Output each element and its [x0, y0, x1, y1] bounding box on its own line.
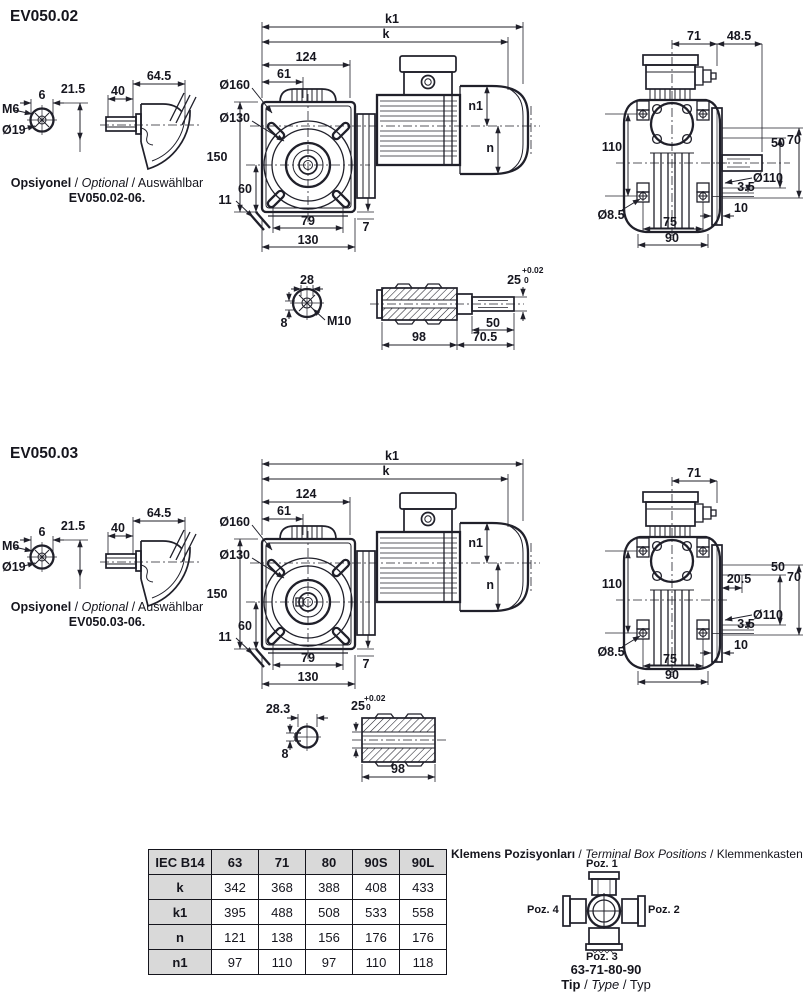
- optional-model-2: EV050.03-06.: [68, 615, 146, 629]
- front-view-drawing-2: [207, 449, 540, 689]
- dim-k: k: [382, 464, 390, 478]
- cell-n-63: 121: [212, 925, 259, 950]
- dim-75: 75: [663, 215, 677, 229]
- dim-m10: M10: [327, 314, 352, 328]
- caption-separator: /: [575, 847, 586, 861]
- optional-insert-drawing-1: [2, 69, 200, 169]
- cell-n-90l: 176: [400, 925, 447, 950]
- terminal-box-title: [451, 847, 803, 861]
- table-row-k1: [149, 900, 447, 925]
- dim-90: 90: [665, 668, 679, 682]
- caption-english: Optional: [81, 176, 129, 190]
- cell-n-90s: 176: [353, 925, 400, 950]
- dim-dia8-5: Ø8.5: [597, 645, 625, 659]
- cell-k1-63: 395: [212, 900, 259, 925]
- dim-k: k: [382, 27, 390, 41]
- cell-n-80: 156: [306, 925, 353, 950]
- dim-k1: k1: [385, 12, 399, 26]
- dim-25-tol-upper: +0.02: [364, 693, 386, 703]
- dim-40: 40: [111, 84, 125, 98]
- dim-64-5: 64.5: [146, 69, 172, 83]
- caption-english: Optional: [81, 600, 129, 614]
- dim-124: 124: [295, 50, 317, 64]
- cell-n-71: 138: [259, 925, 306, 950]
- cell-n1-90l: 118: [400, 950, 447, 975]
- dim-61: 61: [277, 67, 291, 81]
- col-header-63: 63: [212, 850, 259, 875]
- dimension-table: [148, 849, 447, 975]
- caption-turkish: Opsiyonel: [10, 600, 72, 614]
- dim-dia19: Ø19: [2, 123, 26, 137]
- dim-48-5: 48.5: [726, 29, 752, 43]
- dim-28: 28: [300, 273, 314, 287]
- cell-n1-90s: 110: [353, 950, 400, 975]
- cell-n1-63: 97: [212, 950, 259, 975]
- caption-separator: /: [580, 977, 592, 992]
- dim-7: 7: [362, 657, 370, 671]
- dim-dia160: Ø160: [219, 78, 250, 92]
- dim-64-5: 64.5: [146, 506, 172, 520]
- table-corner-cell: IEC B14: [149, 850, 212, 875]
- col-header-90l: 90L: [400, 850, 447, 875]
- dim-m6: M6: [2, 539, 20, 553]
- cell-k1-90l: 558: [400, 900, 447, 925]
- caption-separator: /: [128, 600, 138, 614]
- type-german: Typ: [629, 977, 651, 992]
- dim-50: 50: [771, 136, 785, 150]
- side-view-drawing-2: [597, 466, 803, 685]
- optional-model-1: EV050.02-06.: [68, 191, 146, 205]
- terminal-title-english: Terminal Box Positions: [585, 847, 707, 861]
- side-view-drawing-1: [597, 29, 803, 248]
- dim-60: 60: [238, 619, 252, 633]
- col-header-90s: 90S: [353, 850, 400, 875]
- dim-124: 124: [295, 487, 317, 501]
- optional-caption-1: [0, 176, 214, 190]
- dim-10: 10: [734, 638, 748, 652]
- terminal-title-german: Klemmenkasten: [716, 847, 803, 861]
- dim-dia8-5: Ø8.5: [597, 208, 625, 222]
- dim-n: n: [486, 578, 494, 592]
- cell-n1-80: 97: [306, 950, 353, 975]
- section-title-ev050-03: EV050.03: [10, 445, 79, 462]
- dim-dia110: Ø110: [753, 171, 783, 185]
- row-label-k1: k1: [149, 900, 212, 925]
- dim-dia130: Ø130: [219, 548, 250, 562]
- dim-98: 98: [412, 330, 426, 344]
- dim-n1: n1: [468, 99, 483, 113]
- dim-n: n: [486, 141, 494, 155]
- dim-20-5: 20.5: [726, 572, 752, 586]
- table-row-k: [149, 875, 447, 900]
- dim-25-tol-lower: 0: [366, 702, 371, 712]
- optional-insert-drawing-2: [2, 506, 200, 606]
- dim-150: 150: [206, 150, 228, 164]
- dim-60: 60: [238, 182, 252, 196]
- col-header-71: 71: [259, 850, 306, 875]
- row-label-n1: n1: [149, 950, 212, 975]
- dim-150: 150: [206, 587, 228, 601]
- caption-german: Auswählbar: [137, 600, 204, 614]
- caption-separator: /: [71, 600, 82, 614]
- dim-8: 8: [281, 747, 289, 761]
- cell-k-63: 342: [212, 875, 259, 900]
- cell-k1-90s: 533: [353, 900, 400, 925]
- caption-separator: /: [128, 176, 138, 190]
- dim-130w: 130: [297, 670, 319, 684]
- poz-2-label: Poz. 2: [648, 904, 680, 916]
- dim-130w: 130: [297, 233, 319, 247]
- dim-28-3: 28.3: [265, 702, 291, 716]
- dim-71: 71: [687, 29, 701, 43]
- caption-separator: /: [706, 847, 717, 861]
- cell-k-71: 368: [259, 875, 306, 900]
- dim-21-5: 21.5: [60, 82, 86, 96]
- dim-10: 10: [734, 201, 748, 215]
- dim-110: 110: [601, 577, 623, 591]
- dim-3-5: 3.5: [737, 180, 755, 194]
- cell-k1-80: 508: [306, 900, 353, 925]
- dim-40: 40: [111, 521, 125, 535]
- dim-110: 110: [601, 140, 623, 154]
- poz-1-label: Poz. 1: [586, 858, 618, 870]
- dim-71: 71: [687, 466, 701, 480]
- dim-dia130: Ø130: [219, 111, 250, 125]
- cell-n1-71: 110: [259, 950, 306, 975]
- dim-dia160: Ø160: [219, 515, 250, 529]
- dim-50: 50: [771, 560, 785, 574]
- row-label-n: n: [149, 925, 212, 950]
- dim-3-5: 3.5: [737, 617, 755, 631]
- dim-75: 75: [663, 652, 677, 666]
- caption-german: Auswählbar: [137, 176, 204, 190]
- type-turkish: Tip: [561, 977, 581, 992]
- dim-70: 70: [787, 133, 801, 147]
- dim-79: 79: [301, 214, 315, 228]
- dim-70-5: 70.5: [472, 330, 498, 344]
- dim-dia19: Ø19: [2, 560, 26, 574]
- dim-50s: 50: [486, 316, 500, 330]
- shaft-detail-drawing-2: [266, 693, 447, 782]
- dim-90: 90: [665, 231, 679, 245]
- dim-11: 11: [218, 630, 232, 644]
- dim-21-5: 21.5: [60, 519, 86, 533]
- caption-turkish: Opsiyonel: [10, 176, 72, 190]
- col-header-80: 80: [306, 850, 353, 875]
- dim-dia110: Ø110: [753, 608, 783, 622]
- cell-k-90s: 408: [353, 875, 400, 900]
- type-english: Type: [591, 977, 620, 992]
- dim-7: 7: [362, 220, 370, 234]
- front-view-drawing-1: [207, 12, 540, 252]
- dim-8: 8: [280, 316, 288, 330]
- dim-25: 25: [507, 273, 521, 287]
- terminal-types: 63-71-80-90: [570, 962, 642, 977]
- row-label-k: k: [149, 875, 212, 900]
- dim-6: 6: [38, 525, 46, 539]
- dim-n1: n1: [468, 536, 483, 550]
- dim-25: 25: [351, 699, 365, 713]
- table-row-n: [149, 925, 447, 950]
- cell-k-80: 388: [306, 875, 353, 900]
- table-header-row: [149, 850, 447, 875]
- caption-separator: /: [71, 176, 82, 190]
- dim-70: 70: [787, 570, 801, 584]
- dim-79: 79: [301, 651, 315, 665]
- dim-11: 11: [218, 193, 232, 207]
- dim-25-tol-upper: +0.02: [522, 265, 544, 275]
- shaft-detail-drawing-1: [281, 265, 544, 350]
- dim-6: 6: [38, 88, 46, 102]
- caption-separator: /: [619, 977, 630, 992]
- poz-4-label: Poz. 4: [527, 904, 559, 916]
- optional-caption-2: [0, 600, 214, 614]
- dim-m6: M6: [2, 102, 20, 116]
- terminal-type-line: [540, 977, 672, 992]
- table-row-n1: [149, 950, 447, 975]
- terminal-box-position-diagram: [563, 872, 645, 953]
- dim-98: 98: [391, 762, 405, 776]
- dim-25-tol-lower: 0: [524, 275, 529, 285]
- dim-61: 61: [277, 504, 291, 518]
- section-title-ev050-02: EV050.02: [10, 8, 79, 25]
- dim-k1: k1: [385, 449, 399, 463]
- terminal-title-turkish: Klemens Pozisyonları: [451, 847, 576, 861]
- cell-k1-71: 488: [259, 900, 306, 925]
- poz-3-label: Poz. 3: [586, 951, 618, 963]
- cell-k-90l: 433: [400, 875, 447, 900]
